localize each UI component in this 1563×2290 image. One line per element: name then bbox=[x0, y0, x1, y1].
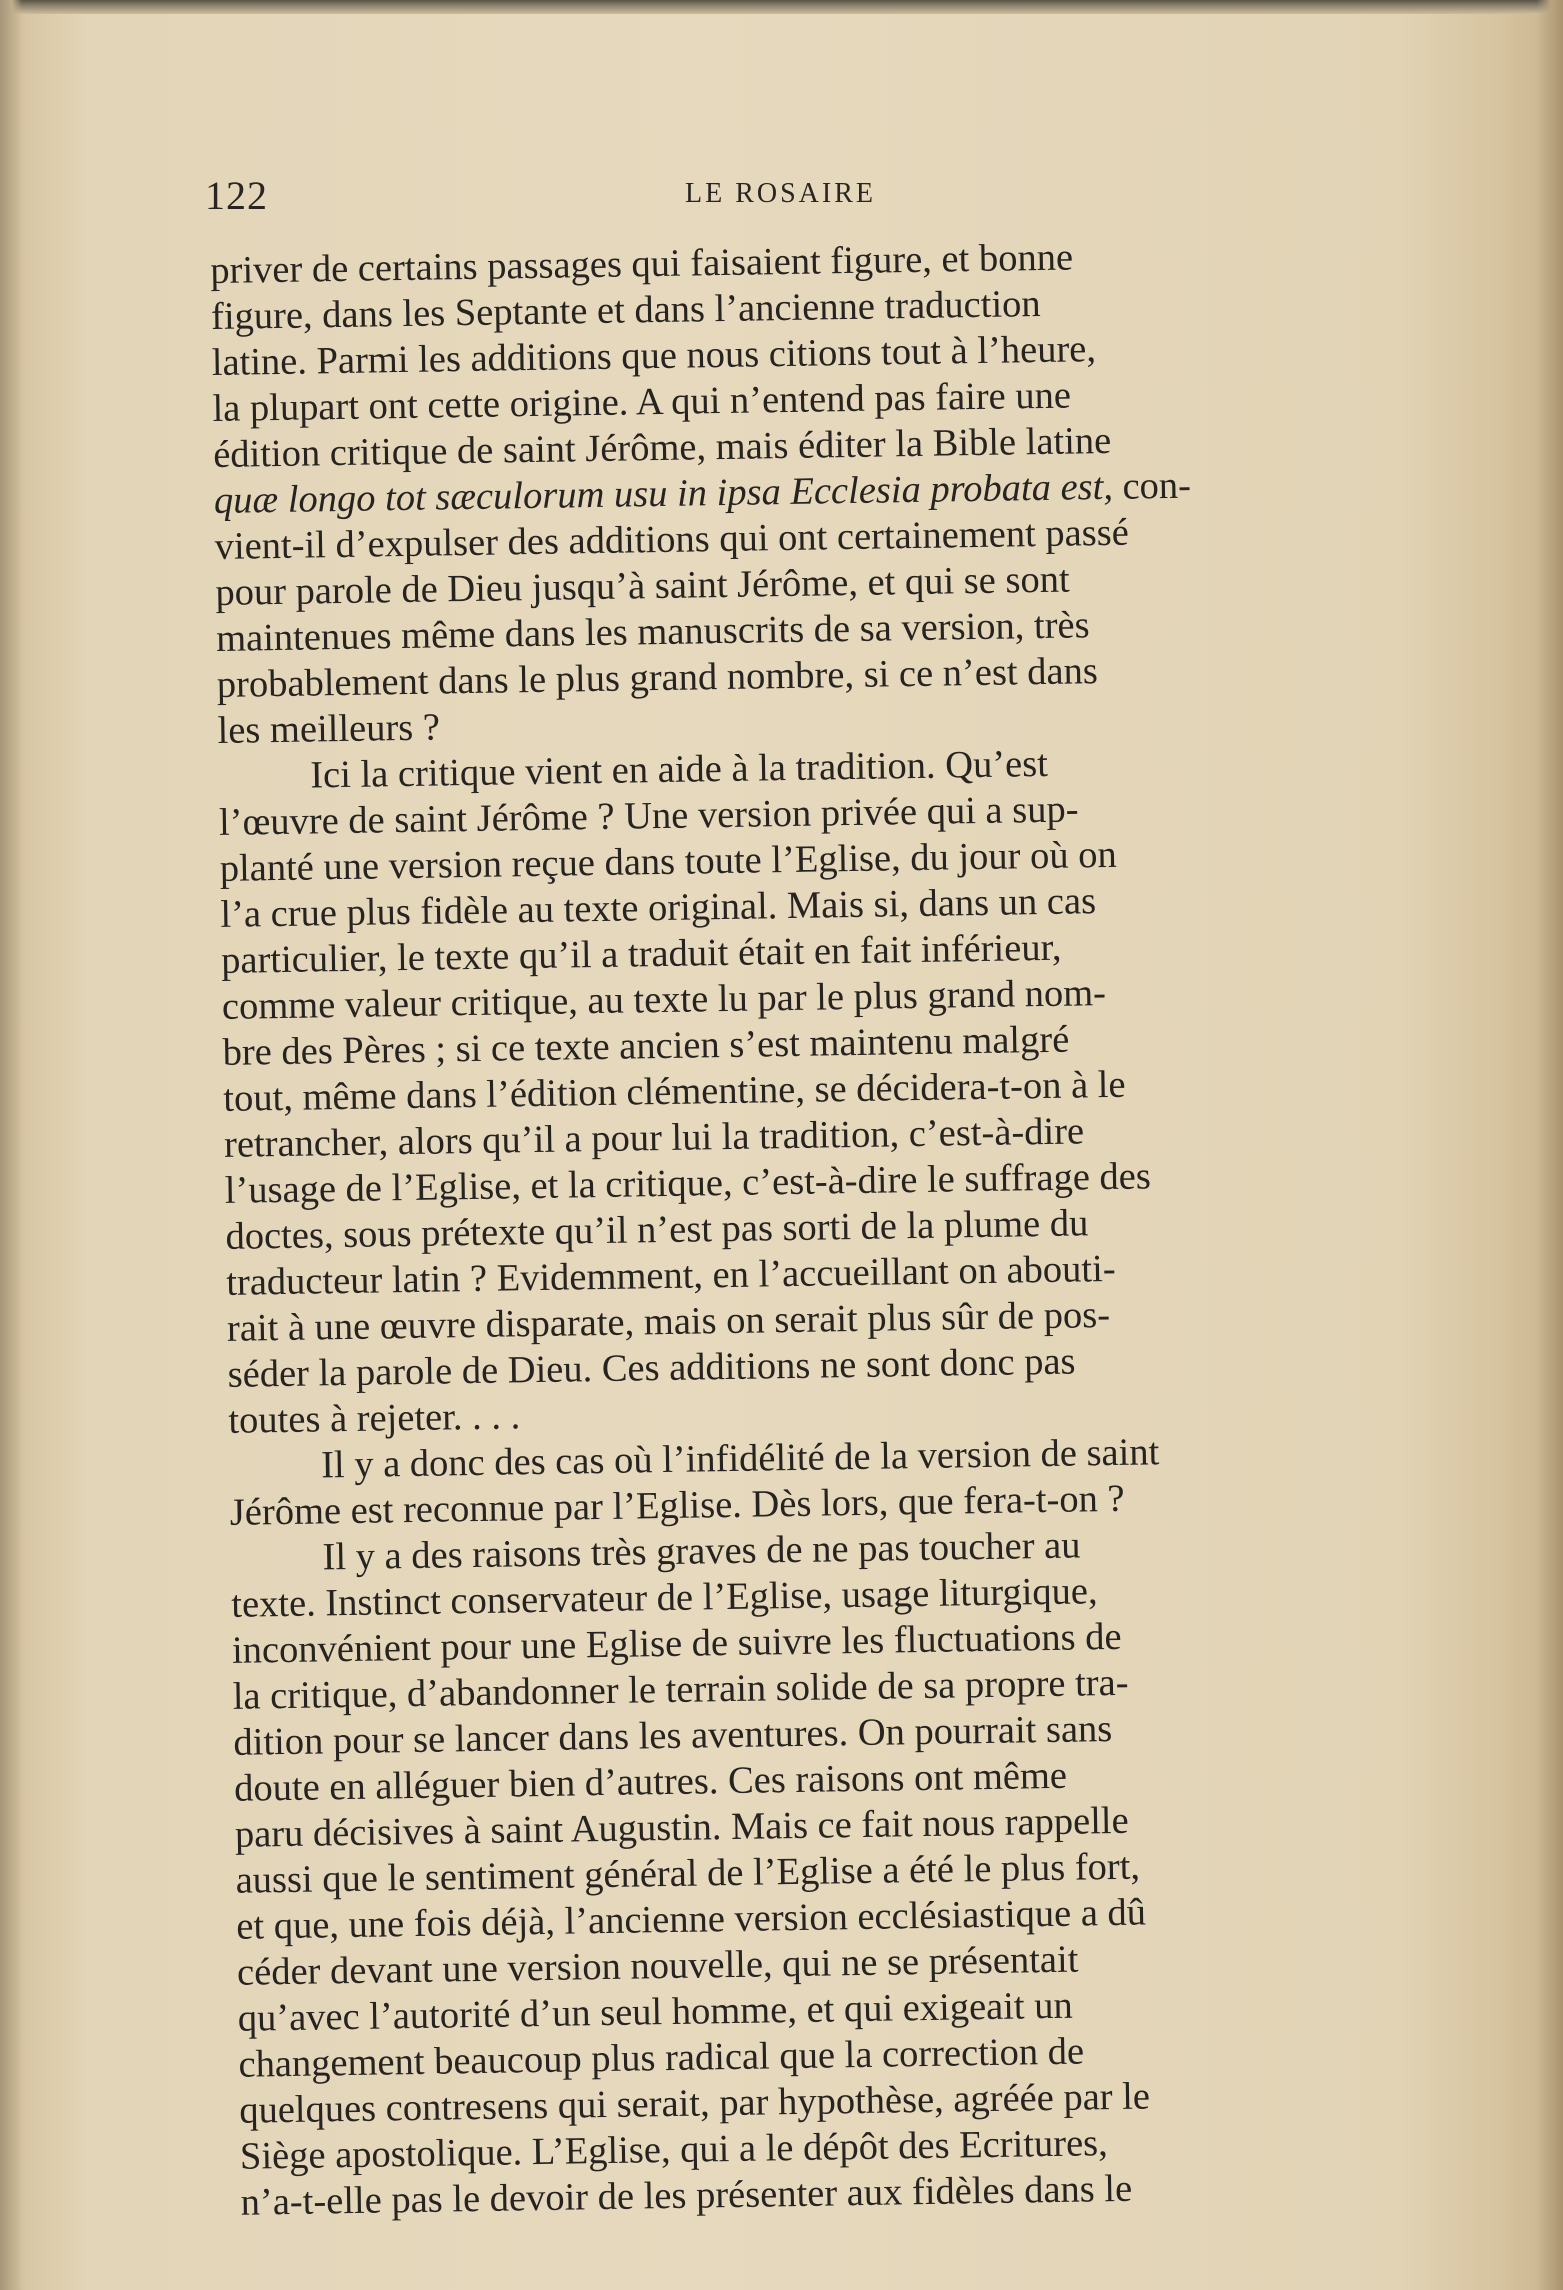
line-text: l’œuvre de saint Jérôme ? Une version privée qui a sup- bbox=[218, 788, 1079, 844]
line-text: céder devant une version nouvelle, qui ne se présentait bbox=[236, 1938, 1079, 1994]
line-text: Ici la critique vient en aide à la tradition. Qu’est bbox=[309, 742, 1049, 797]
line-text: dition pour se lancer dans les aventures. On pourrait sans bbox=[233, 1708, 1113, 1764]
line-text: inconvénient pour une Eglise de suivre les fluctuations de bbox=[231, 1615, 1122, 1672]
line-text: doute en alléguer bien d’autres. Ces raisons ont même bbox=[233, 1754, 1068, 1810]
page-top-edge bbox=[0, 0, 1563, 14]
line-text: Jérôme est reconnue par l’Eglise. Dès lors, que fera-t-on ? bbox=[229, 1477, 1125, 1534]
line-text: particulier, le texte qu’il a traduit était en fait inférieur, bbox=[220, 926, 1062, 982]
line-text: Il y a donc des cas où l’infidélité de la version de saint bbox=[320, 1431, 1160, 1487]
page-number: 122 bbox=[205, 173, 268, 218]
page-right-edge bbox=[1537, 0, 1563, 2290]
line-text: qu’avec l’autorité d’un seul homme, et qui exigeait un bbox=[237, 1984, 1074, 2040]
line-text: la plupart ont cette origine. A qui n’entend pas faire une bbox=[212, 374, 1072, 430]
line-text: figure, dans les Septante et dans l’ancienne traduction bbox=[210, 282, 1041, 338]
line-text: con- bbox=[1112, 464, 1192, 508]
line-text: bre des Pères ; si ce texte ancien s’est maintenu malgré bbox=[222, 1018, 1070, 1074]
italic-latin-quote: quæ longo tot sæculorum usu in ipsa Ecclesia probata est, bbox=[213, 465, 1114, 522]
line-text: édition critique de saint Jérôme, mais éditer la Bible latine bbox=[212, 419, 1112, 476]
line-text: quelques contresens qui serait, par hypothèse, agréée par le bbox=[238, 2075, 1151, 2132]
line-text: vient-il d’expulser des additions qui ont certainement passé bbox=[214, 511, 1130, 568]
line-text: n’a-t-elle pas le devoir de les présenter aux fidèles dans le bbox=[240, 2167, 1133, 2224]
line-text: toutes à rejeter. . . . bbox=[228, 1395, 521, 1442]
line-text: pour parole de Dieu jusqu’à saint Jérôme, et qui se sont bbox=[215, 558, 1070, 614]
line-text: priver de certains passages qui faisaient figure, et bonne bbox=[210, 236, 1074, 292]
line-text: rait à une œuvre disparate, mais on serait plus sûr de pos- bbox=[226, 1293, 1111, 1350]
line-text: paru décisives à saint Augustin. Mais ce fait nous rappelle bbox=[234, 1799, 1129, 1856]
line-text: l’usage de l’Eglise, et la critique, c’est-à-dire le suffrage des bbox=[224, 1155, 1152, 1212]
line-text: traducteur latin ? Evidemment, en l’accueillant on abouti- bbox=[225, 1247, 1116, 1304]
body-text bbox=[210, 229, 1421, 2225]
line-text: texte. Instinct conservateur de l’Eglise, usage liturgique, bbox=[230, 1570, 1098, 1626]
line-text: changement beaucoup plus radical que la correction de bbox=[238, 2030, 1085, 2086]
line-text: tout, même dans l’édition clémentine, se décidera-t-on à le bbox=[223, 1063, 1126, 1120]
line-text: Siège apostolique. L’Eglise, qui a le dépôt des Ecritures, bbox=[239, 2122, 1109, 2178]
line-text: et que, une fois déjà, l’ancienne version ecclésiastique a dû bbox=[236, 1891, 1147, 1948]
running-title: LE ROSAIRE bbox=[685, 178, 876, 209]
line-text: séder la parole de Dieu. Ces additions ne sont donc pas bbox=[227, 1340, 1076, 1396]
line-text: latine. Parmi les additions que nous citions tout à l’heure, bbox=[211, 328, 1097, 384]
line-text: maintenues même dans les manuscrits de sa version, très bbox=[215, 604, 1090, 660]
line-text: doctes, sous prétexte qu’il n’est pas sorti de la plume du bbox=[225, 1202, 1089, 1258]
line-text: la critique, d’abandonner le terrain solide de sa propre tra- bbox=[232, 1661, 1129, 1718]
line-text: retrancher, alors qu’il a pour lui la tradition, c’est-à-dire bbox=[223, 1110, 1085, 1166]
line-text: aussi que le sentiment général de l’Eglise a été le plus fort, bbox=[235, 1845, 1141, 1902]
line-text: les meilleurs ? bbox=[217, 706, 441, 752]
line-text: comme valeur critique, au texte lu par le plus grand nom- bbox=[221, 972, 1107, 1028]
page-left-edge bbox=[0, 0, 22, 2290]
line-text: Il y a des raisons très graves de ne pas toucher au bbox=[322, 1524, 1081, 1579]
line-text: planté une version reçue dans toute l’Eglise, du jour où on bbox=[219, 833, 1118, 890]
line-text: probablement dans le plus grand nombre, si ce n’est dans bbox=[216, 650, 1099, 706]
line-text: l’a crue plus fidèle au texte original. Mais si, dans un cas bbox=[220, 880, 1097, 936]
running-head bbox=[205, 172, 1395, 232]
